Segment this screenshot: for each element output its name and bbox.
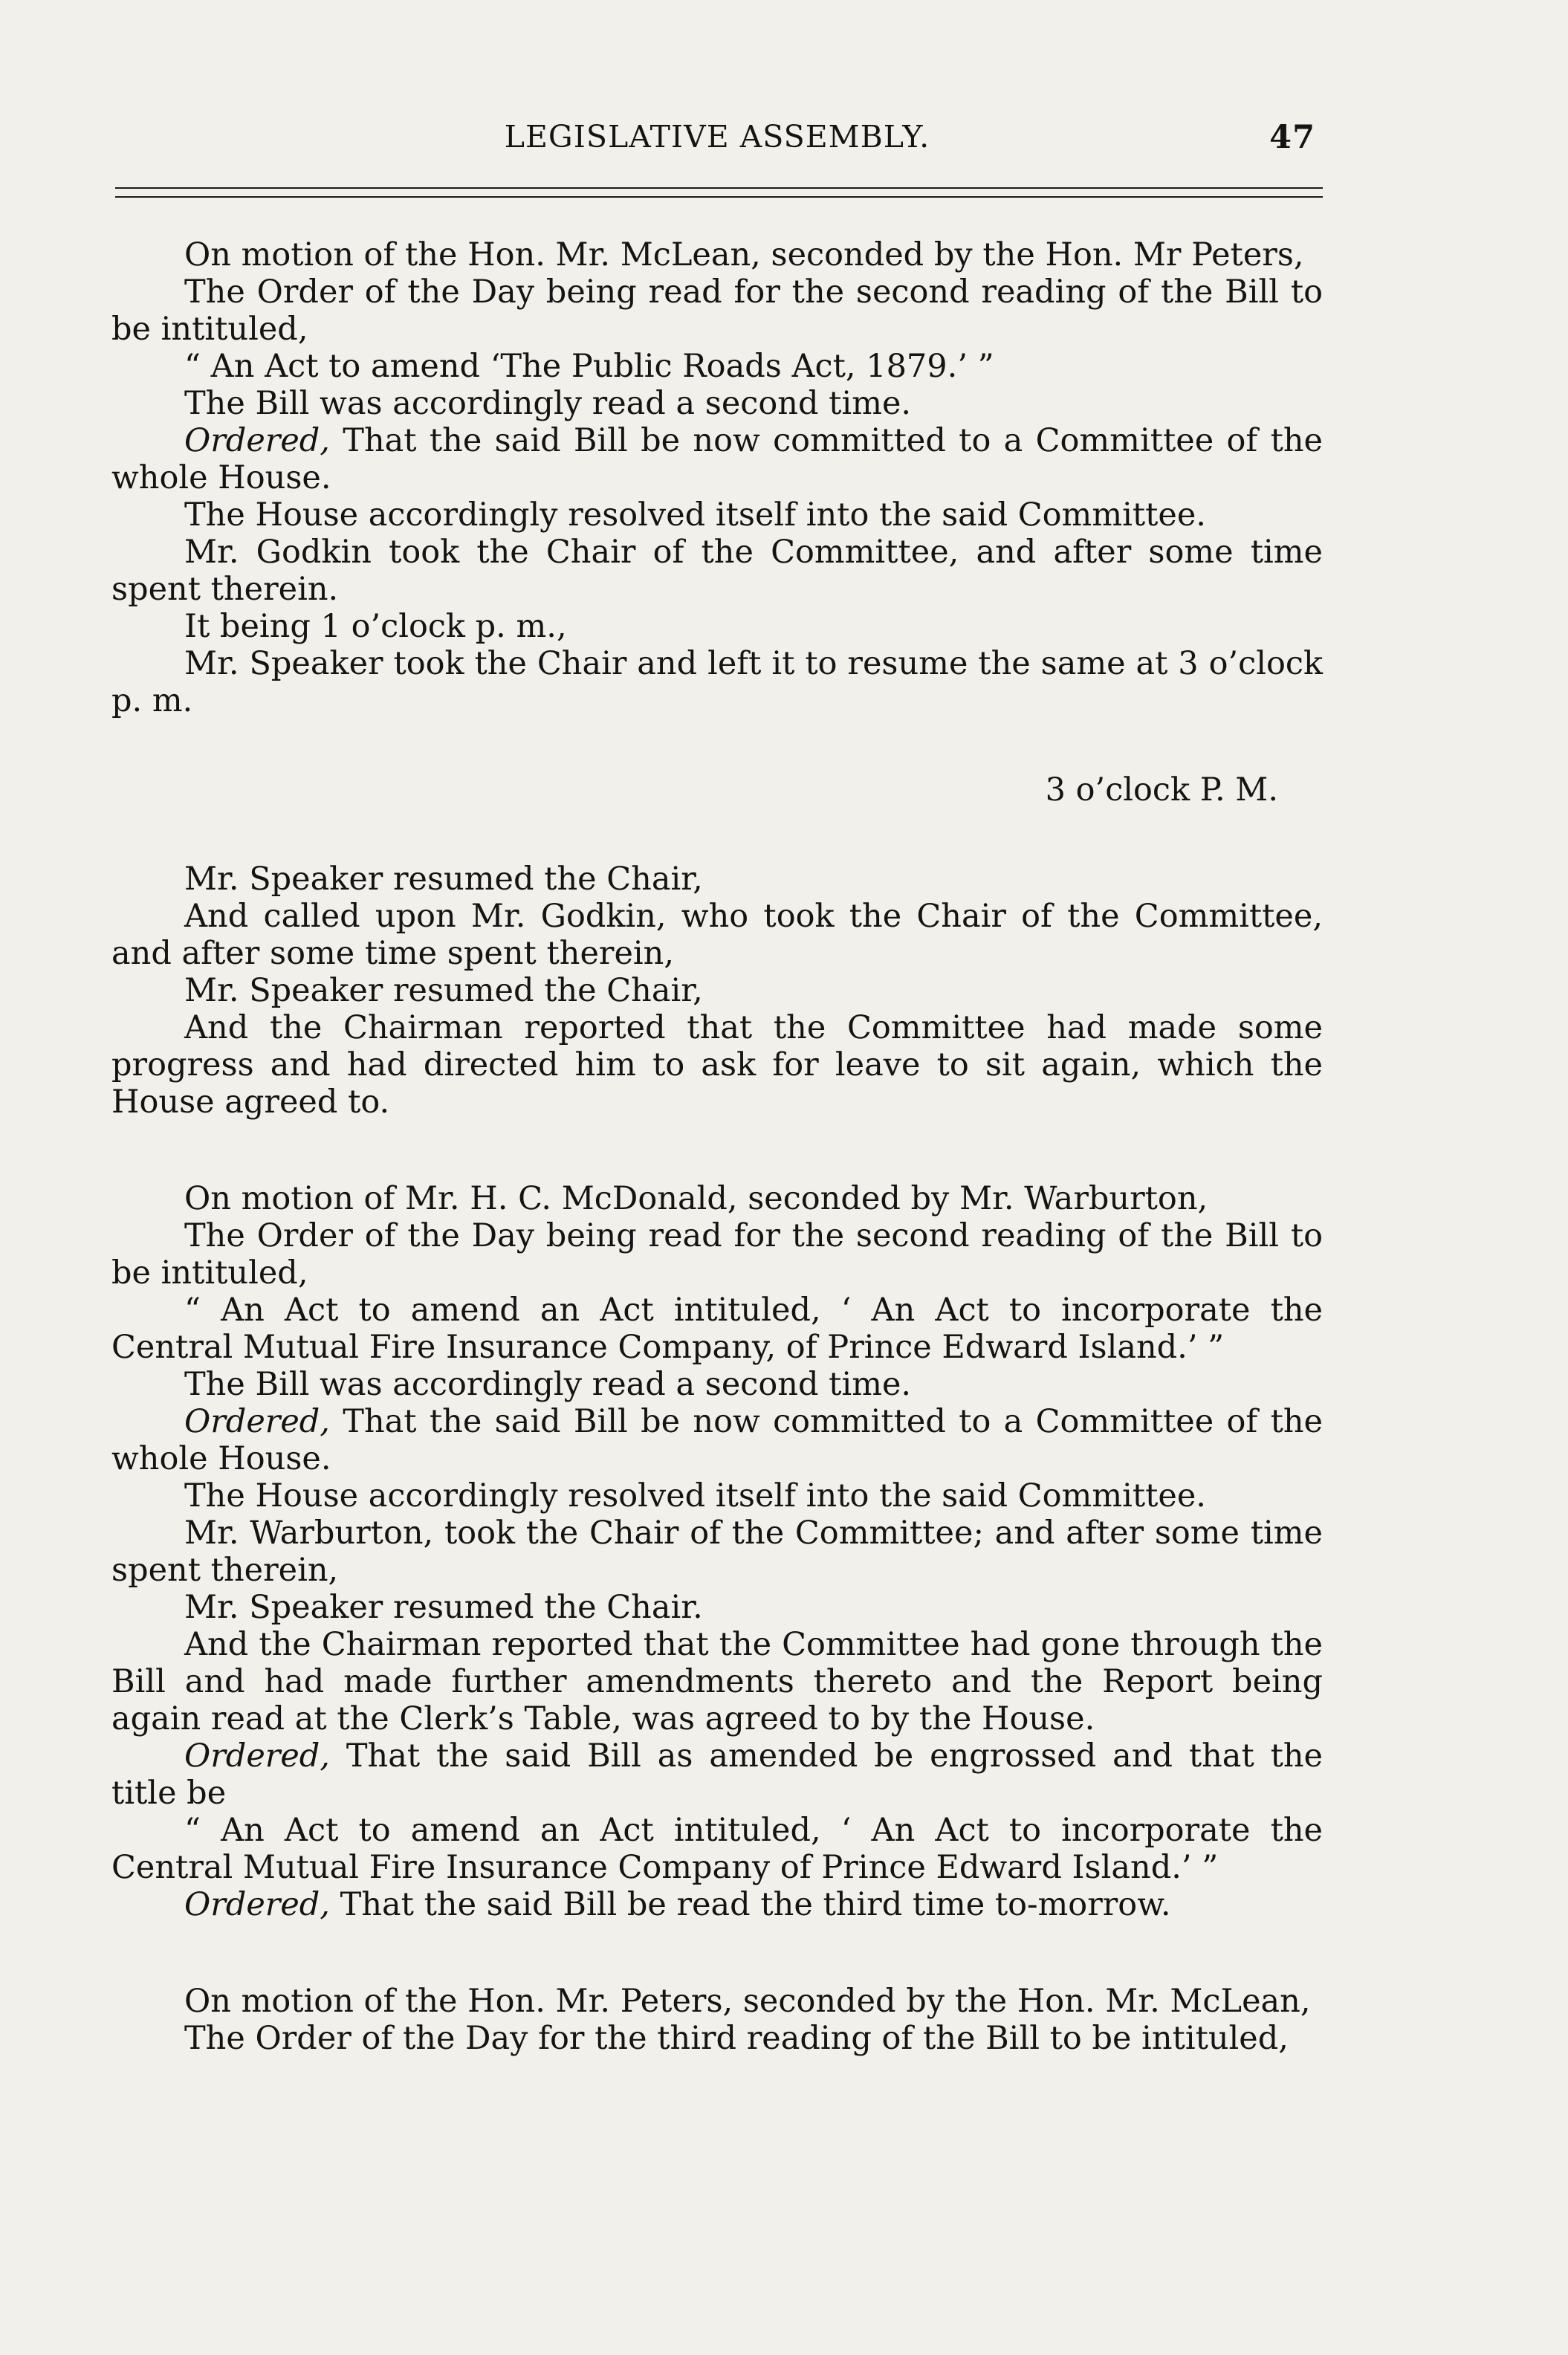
- page-number: 47: [1269, 119, 1315, 156]
- paragraph: The Bill was accordingly read a second time.: [184, 1366, 912, 1403]
- paragraph: It being 1 o’clock p. m.,: [184, 608, 567, 645]
- paragraph: And the Chairman reported that the Committee had gone through the Bill and had made further amendments thereto and the Report being again read at the Clerk’s Table, was agreed to by the House.: [111, 1626, 1323, 1737]
- paragraph: The House accordingly resolved itself into the said Committee.: [184, 1477, 1206, 1515]
- running-title: LEGISLATIVE ASSEMBLY.: [504, 119, 930, 155]
- paragraph: The Order of the Day being read for the second reading of the Bill to be intituled,: [111, 273, 1323, 348]
- paragraph: The Order of the Day being read for the second reading of the Bill to be intituled,: [111, 1217, 1323, 1292]
- paragraph: The House accordingly resolved itself into the said Committee.: [184, 496, 1206, 534]
- paragraph: Mr. Warburton, took the Chair of the Committee; and after some time spent therein,: [111, 1515, 1323, 1589]
- order-paragraph: [111, 422, 1323, 496]
- time-heading: 3 o’clock P. M.: [1045, 771, 1278, 809]
- paragraph: And called upon Mr. Godkin, who took the Chair of the Committee, and after some time spent therein,: [111, 898, 1323, 972]
- paragraph: Mr. Godkin took the Chair of the Committee, and after some time spent therein.: [111, 534, 1323, 608]
- ordered-label: Ordered,: [184, 1403, 330, 1440]
- paragraph: The Bill was accordingly read a second time.: [184, 385, 912, 422]
- ordered-label: Ordered,: [184, 1886, 330, 1923]
- paragraph: On motion of the Hon. Mr. Peters, seconded by the Hon. Mr. McLean,: [184, 1983, 1311, 2020]
- order-text: That the said Bill as amended be engrossed and that the title be: [111, 1737, 1323, 1812]
- paragraph: The Order of the Day for the third reading of the Bill to be intituled,: [184, 2020, 1289, 2057]
- header-rule-top: [115, 187, 1323, 189]
- order-text: That the said Bill be now committed to a Committee of the whole House.: [111, 1403, 1323, 1477]
- order-paragraph: [111, 1403, 1323, 1477]
- paragraph: Mr. Speaker resumed the Chair,: [184, 861, 703, 898]
- paragraph: And the Chairman reported that the Committee had made some progress and had directed him to ask for leave to sit again, which the House agreed to.: [111, 1009, 1323, 1121]
- bill-title: “ An Act to amend an Act intituled, ‘ An Act to incorporate the Central Mutual Fire Insurance Company, of Prince Edward Island.’ ”: [111, 1292, 1323, 1366]
- order-text: That the said Bill be read the third time to-morrow.: [329, 1886, 1171, 1923]
- paragraph: On motion of the Hon. Mr. McLean, seconded by the Hon. Mr Peters,: [184, 236, 1304, 273]
- minutes-section: [111, 1983, 1323, 2057]
- ordered-label: Ordered,: [184, 1737, 330, 1775]
- page-header: [119, 119, 1315, 171]
- page-body: [111, 236, 1323, 2057]
- minutes-section: [111, 1180, 1323, 1923]
- bill-title: “ An Act to amend ‘The Public Roads Act, 1879.’ ”: [184, 348, 994, 385]
- paragraph: Mr. Speaker resumed the Chair.: [184, 1589, 703, 1626]
- paragraph: Mr. Speaker took the Chair and left it to resume the same at 3 o’clock p. m.: [111, 645, 1323, 719]
- header-rule-bottom: [115, 196, 1323, 198]
- paragraph: On motion of Mr. H. C. McDonald, seconded by Mr. Warburton,: [184, 1180, 1208, 1217]
- bill-title: “ An Act to amend an Act intituled, ‘ An Act to incorporate the Central Mutual Fire Insurance Company of Prince Edward Island.’ ”: [111, 1812, 1323, 1886]
- minutes-section: [111, 236, 1323, 719]
- ordered-label: Ordered,: [184, 422, 330, 459]
- paragraph: Mr. Speaker resumed the Chair,: [184, 972, 703, 1009]
- order-paragraph: [111, 1737, 1323, 1812]
- order-text: That the said Bill be now committed to a Committee of the whole House.: [111, 422, 1323, 496]
- minutes-section: [111, 861, 1323, 1121]
- order-paragraph: [111, 1886, 1323, 1923]
